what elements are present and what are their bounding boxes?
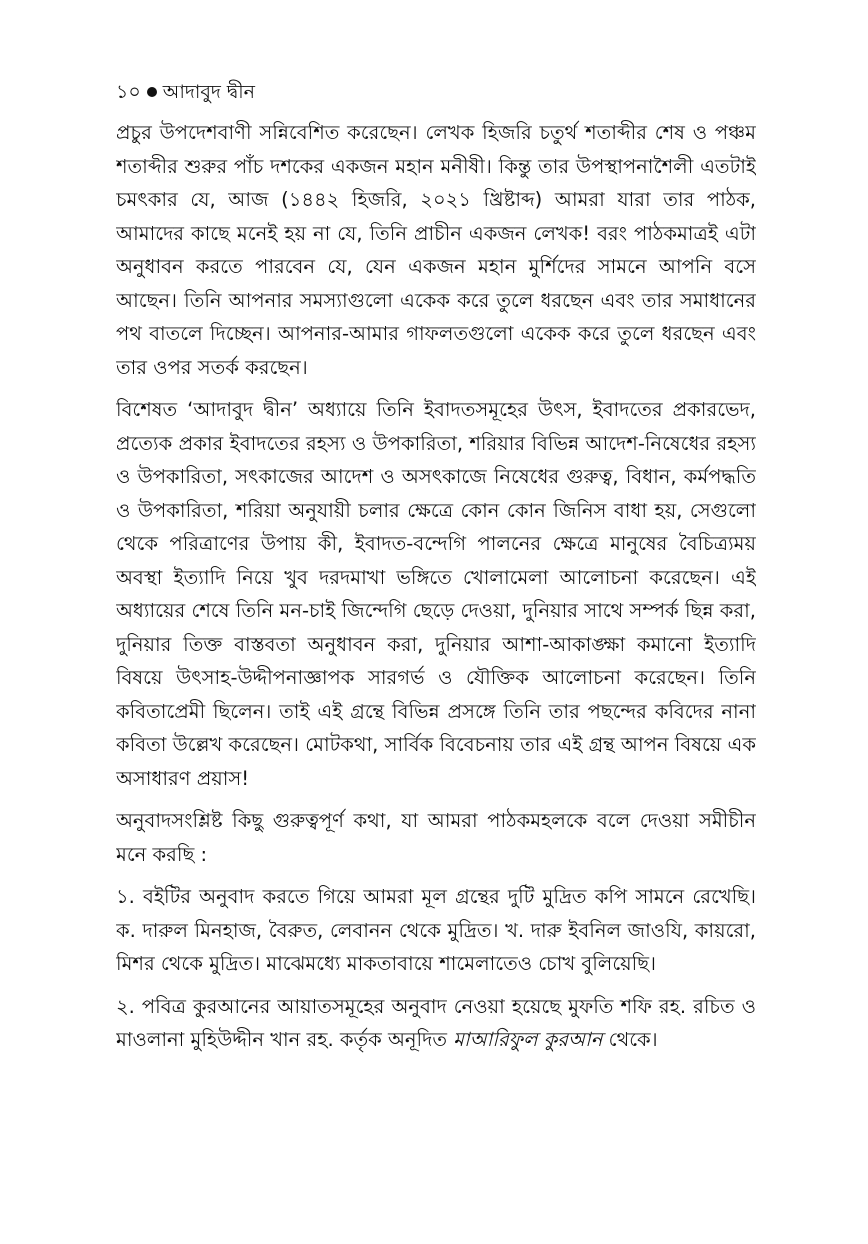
page-number: ১০ — [116, 81, 141, 103]
paragraph-2: বিশেষত ‘আদাবুদ দ্বীন’ অধ্যায়ে তিনি ইবাদতসমূহের উৎস, ইবাদতের প্রকারভেদ, প্রত্যেক প্রকার ইবাদতের রহস্য ও উপকারিতা, শরিয়ার বিভিন্ন আদেশ-নিষেধের রহস্য ও উপকারিতা, সৎকাজের আদেশ ও অসৎকাজে নিষেধের গুরুত্ব, বিধান, কর্মপদ্ধতি ও উপকারিতা, শরিয়া অনুযায়ী চলার ক্ষেত্রে কোন কোন জিনিস বাধা হয়, সেগুলো থেকে পরিত্রাণের উপায় কী, ইবাদত-বন্দেগি পালনের ক্ষেত্রে মানুষের বৈচিত্র্যময় অবস্থা ইত্যাদি নিয়ে খুব দরদমাখা ভঙ্গিতে খোলামেলা আলোচনা করেছেন। এই অধ্যায়ের শেষে তিনি মন-চাই জিন্দেগি ছেড়ে দেওয়া, দুনিয়ার সাথে সম্পর্ক ছিন্ন করা, দুনিয়ার তিক্ত বাস্তবতা অনুধাবন করা, দুনিয়ার আশা-আকাঙ্ক্ষা কমানো ইত্যাদি বিষয়ে উৎসাহ-উদ্দীপনাজ্ঞাপক সারগর্ভ ও যৌক্তিক আলোচনা করেছেন। তিনি কবিতাপ্রেমী ছিলেন। তাই এই গ্রন্থে বিভিন্ন প্রসঙ্গে তিনি তার পছন্দের কবিদের নানা কবিতা উল্লেখ করেছেন। মোটকথা, সার্বিক বিবেচনায় তার এই গ্রন্থ আপন বিষয়ে এক অসাধারণ প্রয়াস! — [116, 398, 756, 790]
book-title: আদাবুদ দ্বীন — [162, 81, 256, 103]
paragraph-3: অনুবাদসংশ্লিষ্ট কিছু গুরুত্বপূর্ণ কথা, যা আমরা পাঠকমহলকে বলে দেওয়া সমীচীন মনে করছি : — [116, 809, 756, 866]
list-item-2 — [116, 990, 756, 1057]
bullet-icon — [147, 87, 157, 97]
list-item-2-text: ২. পবিত্র কুরআনের আয়াতসমূহের অনুবাদ নেওয়া হয়েছে মুফতি শফি রহ. রচিত ও মাওলানা মুহিউদ্দীন খান রহ. কর্তৃক অনূদিত — [116, 994, 756, 1051]
document-page — [116, 76, 756, 1206]
list-item-1: ১. বইটির অনুবাদ করতে গিয়ে আমরা মূল গ্রন্থের দুটি মুদ্রিত কপি সামনে রেখেছি। ক. দারুল মিনহাজ, বৈরুত, লেবানন থেকে মুদ্রিত। খ. দারু ইবনিল জাওযি, কায়রো, মিশর থেকে মুদ্রিত। মাঝেমধ্যে মাকতাবায়ে শামেলাতেও চোখ বুলিয়েছি। — [116, 885, 756, 975]
list-item-2-tail: থেকে। — [602, 1028, 658, 1051]
book-reference: মাআরিফুল কুরআন — [453, 1028, 603, 1051]
paragraph-1: প্রচুর উপদেশবাণী সন্নিবেশিত করেছেন। লেখক হিজরি চতুর্থ শতাব্দীর শেষ ও পঞ্চম শতাব্দীর শুরুর পাঁচ দশকের একজন মহান মনীষী। কিন্তু তার উপস্থাপনাশৈলী এতটাই চমৎকার যে, আজ (১৪৪২ হিজরি, ২০২১ খ্রিষ্টাব্দ) আমরা যারা তার পাঠক, আমাদের কাছে মনেই হয় না যে, তিনি প্রাচীন একজন লেখক! বরং পাঠকমাত্রই এটা অনুধাবন করতে পারবেন যে, যেন একজন মহান মুর্শিদের সামনে আপনি বসে আছেন। তিনি আপনার সমস্যাগুলো একেক করে তুলে ধরছেন এবং তার সমাধানের পথ বাতলে দিচ্ছেন। আপনার-আমার গাফলতগুলো একেক করে তুলে ধরছেন এবং তার ওপর সতর্ক করছেন। — [116, 121, 756, 379]
running-head — [116, 76, 756, 108]
